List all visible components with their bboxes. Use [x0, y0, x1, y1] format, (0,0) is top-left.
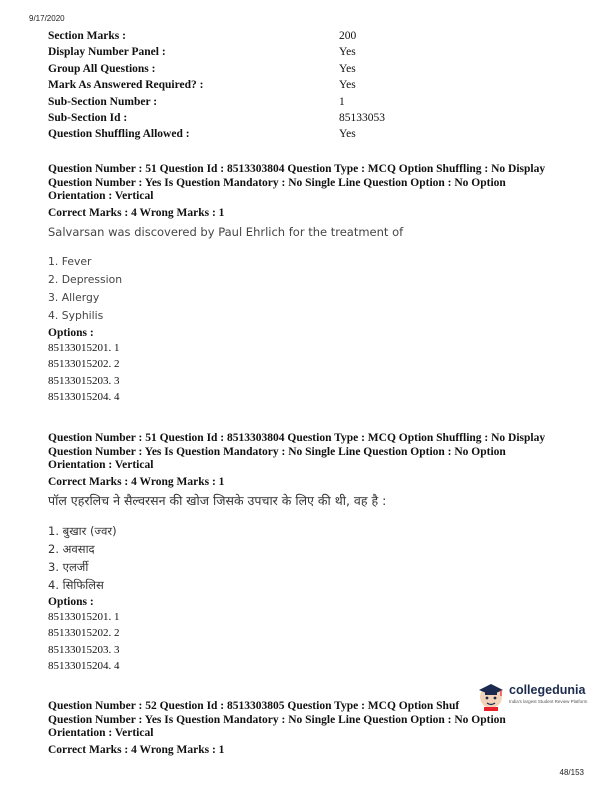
print-date: 9/17/2020	[29, 14, 65, 23]
answer-choice: 4. Syphilis	[48, 308, 104, 322]
options-label: Options :	[48, 595, 94, 608]
question-header-line: Question Number : Yes Is Question Mandatory : No Single Line Question Option : No Option	[48, 445, 506, 458]
question-header-line: Orientation : Vertical	[48, 727, 154, 740]
page-number: 48/153	[559, 768, 584, 777]
option-id: 85133015201. 1	[48, 610, 120, 623]
answer-choice: 1. बुखार (ज्वर)	[48, 523, 117, 538]
question-header	[48, 432, 583, 473]
question-header	[48, 163, 583, 204]
question-header-line: Question Number : Yes Is Question Mandatory : No Single Line Question Option : No Option	[48, 713, 506, 726]
option-id: 85133015202. 2	[48, 358, 120, 371]
answer-choice: 3. एलर्जी	[48, 559, 89, 574]
answer-choice: 3. Allergy	[48, 290, 100, 304]
question-header-line: Question Number : 52 Question Id : 8513303805 Question Type : MCQ Option Shuf	[48, 700, 460, 712]
question-header-line: Orientation : Vertical	[48, 190, 154, 203]
meta-label-display-number-panel: Display Number Panel :	[48, 46, 166, 58]
meta-label-sub-section-number: Sub-Section Number :	[48, 96, 158, 108]
question-header-line: Question Number : 51 Question Id : 8513303804 Question Type : MCQ Option Shuffling : No Display	[48, 432, 546, 444]
answer-choice: 2. अवसाद	[48, 541, 95, 556]
answer-choices	[48, 522, 583, 594]
meta-value-question-shuffling: Yes	[339, 128, 356, 140]
option-id: 85133015202. 2	[48, 627, 120, 640]
question-stem: Salvarsan was discovered by Paul Ehrlich for the treatment of	[48, 224, 404, 239]
brand-tagline: India's largest Student Review Platform	[509, 699, 588, 704]
answer-choice: 4. सिफिलिस	[48, 577, 104, 592]
meta-label-group-all-questions: Group All Questions :	[48, 63, 156, 75]
options-label: Options :	[48, 326, 94, 339]
meta-value-group-all-questions: Yes	[339, 63, 356, 75]
meta-value-mark-as-answered: Yes	[339, 79, 356, 91]
answer-choices	[48, 253, 583, 325]
meta-label-section-marks: Section Marks :	[48, 30, 126, 42]
option-id: 85133015203. 3	[48, 374, 120, 387]
meta-value-sub-section-id: 85133053	[339, 112, 385, 124]
question-header-line: Orientation : Vertical	[48, 459, 154, 472]
meta-value-section-marks: 200	[339, 30, 357, 42]
collegedunia-watermark	[476, 681, 586, 711]
question-block	[48, 432, 583, 675]
marks-line: Correct Marks : 4 Wrong Marks : 1	[48, 475, 225, 488]
meta-label-mark-as-answered: Mark As Answered Required? :	[48, 79, 204, 91]
brand-wordmark: collegedunia	[509, 683, 586, 697]
option-id: 85133015204. 4	[48, 391, 120, 404]
meta-value-sub-section-number: 1	[339, 96, 345, 108]
meta-label-sub-section-id: Sub-Section Id :	[48, 112, 128, 124]
marks-line: Correct Marks : 4 Wrong Marks : 1	[48, 206, 225, 219]
answer-choice: 2. Depression	[48, 272, 123, 286]
question-block	[48, 163, 583, 406]
question-header-line: Question Number : 51 Question Id : 8513303804 Question Type : MCQ Option Shuffling : No Display	[48, 163, 546, 175]
option-id: 85133015204. 4	[48, 660, 120, 673]
meta-label-question-shuffling: Question Shuffling Allowed :	[48, 128, 190, 140]
question-header-line: Question Number : Yes Is Question Mandatory : No Single Line Question Option : No Option	[48, 176, 506, 189]
marks-line: Correct Marks : 4 Wrong Marks : 1	[48, 743, 225, 756]
answer-choice: 1. Fever	[48, 254, 92, 268]
meta-value-display-number-panel: Yes	[339, 46, 356, 58]
option-id: 85133015201. 1	[48, 341, 120, 354]
option-id: 85133015203. 3	[48, 643, 120, 656]
question-stem: पॉल एहरलिच ने सैल्वरसन की खोज जिसके उपचार के लिए की थी, वह है :	[48, 492, 387, 508]
graduate-mascot-icon	[476, 681, 506, 711]
